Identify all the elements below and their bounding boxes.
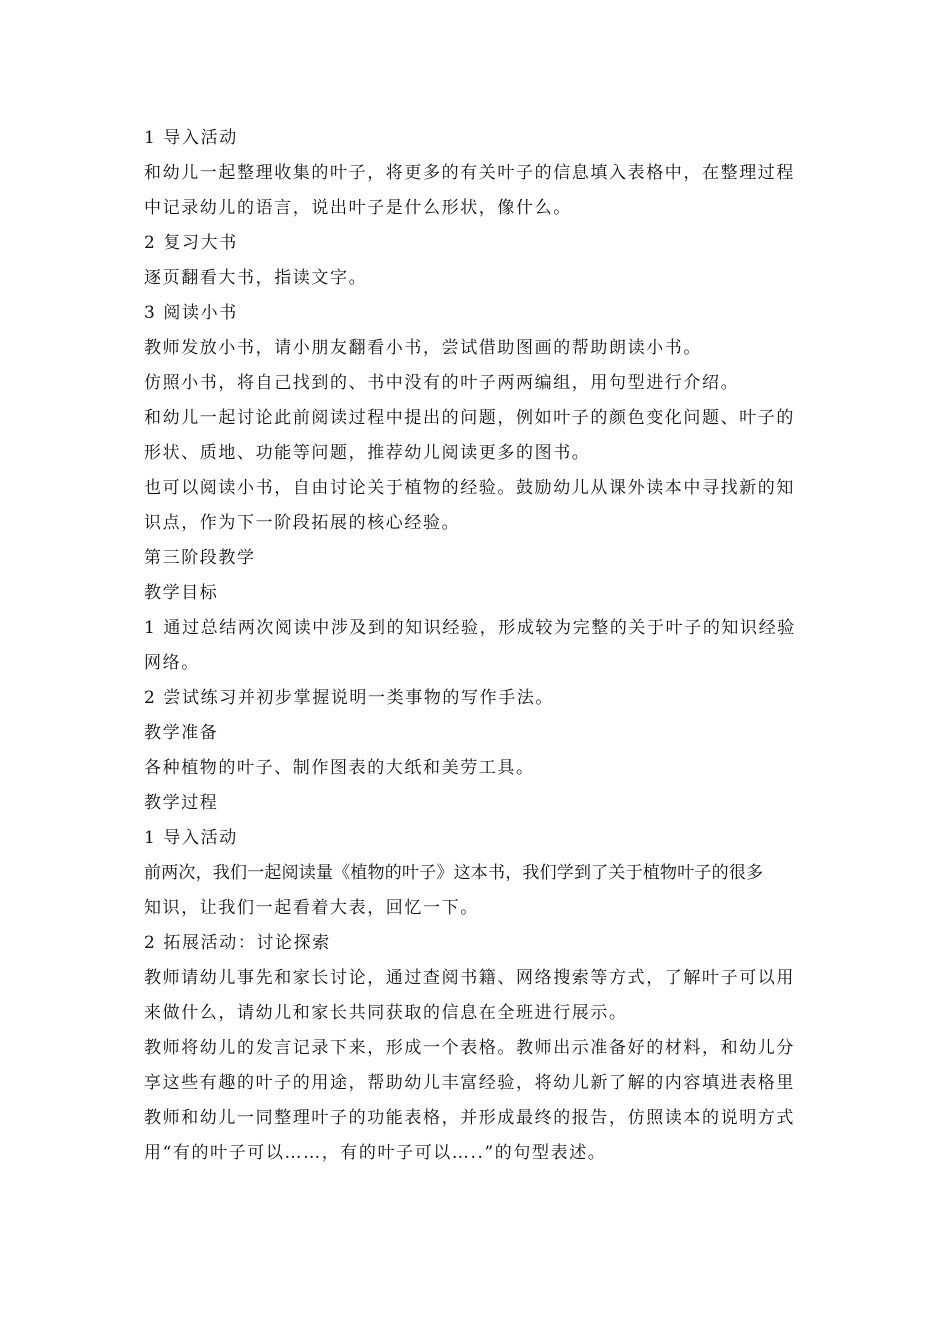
section-heading: 3 阅读小书	[144, 303, 238, 323]
section-heading: 2 拓展活动：讨论探索	[144, 933, 331, 953]
paragraph-line: 教师将幼儿的发言记录下来，形成一个表格。教师出示准备好的材料，和幼儿分	[144, 1038, 795, 1058]
paragraph-line: 形状、质地、功能等问题，推荐幼儿阅读更多的图书。	[144, 443, 591, 463]
paragraph-line: 教师请幼儿事先和家长讨论，通过查阅书籍、网络搜索等方式，了解叶子可以用	[144, 968, 795, 988]
section-heading: 1 导入活动	[144, 128, 238, 148]
paragraph-line: 网络。	[144, 653, 200, 673]
section-heading: 教学过程	[144, 793, 219, 813]
paragraph-line: 各种植物的叶子、制作图表的大纸和美劳工具。	[144, 758, 535, 778]
paragraph-line: 逐页翻看大书，指读文字。	[144, 268, 368, 288]
paragraph-line: 用“有的叶子可以……，有的叶子可以…..”的句型表述。	[144, 1143, 607, 1163]
stage-heading: 第三阶段教学	[144, 548, 256, 568]
section-heading: 1 导入活动	[144, 828, 238, 848]
paragraph-line: 来做什么，请幼儿和家长共同获取的信息在全班进行展示。	[144, 1003, 628, 1023]
paragraph-line: 1 通过总结两次阅读中涉及到的知识经验，形成较为完整的关于叶子的知识经验	[144, 618, 796, 638]
document-body	[144, 121, 808, 1171]
paragraph-line: 也可以阅读小书，自由讨论关于植物的经验。鼓励幼儿从课外读本中寻找新的知	[144, 478, 795, 498]
paragraph-line: 教师发放小书，请小朋友翻看小书，尝试借助图画的帮助朗读小书。	[144, 338, 702, 358]
paragraph-line: 2 尝试练习并初步掌握说明一类事物的写作手法。	[144, 688, 555, 708]
paragraph-line: 知识，让我们一起看着大表，回忆一下。	[144, 898, 479, 918]
section-heading: 教学目标	[144, 583, 219, 603]
paragraph-line: 仿照小书，将自己找到的、书中没有的叶子两两编组，用句型进行介绍。	[144, 373, 740, 393]
paragraph-line: 和幼儿一起整理收集的叶子，将更多的有关叶子的信息填入表格中，在整理过程	[144, 163, 795, 183]
paragraph-line: 享这些有趣的叶子的用途，帮助幼儿丰富经验，将幼儿新了解的内容填进表格里	[144, 1073, 795, 1093]
section-heading: 教学准备	[144, 723, 219, 743]
section-heading: 2 复习大书	[144, 233, 238, 253]
paragraph-line: 识点，作为下一阶段拓展的核心经验。	[144, 513, 461, 533]
paragraph-line: 和幼儿一起讨论此前阅读过程中提出的问题，例如叶子的颜色变化问题、叶子的	[144, 408, 795, 428]
paragraph-line: 前两次，我们一起阅读量《植物的叶子》这本书，我们学到了关于植物叶子的很多	[144, 863, 764, 883]
paragraph-line: 中记录幼儿的语言，说出叶子是什么形状，像什么。	[144, 198, 572, 218]
paragraph-line: 教师和幼儿一同整理叶子的功能表格，并形成最终的报告，仿照读本的说明方式	[144, 1108, 795, 1128]
